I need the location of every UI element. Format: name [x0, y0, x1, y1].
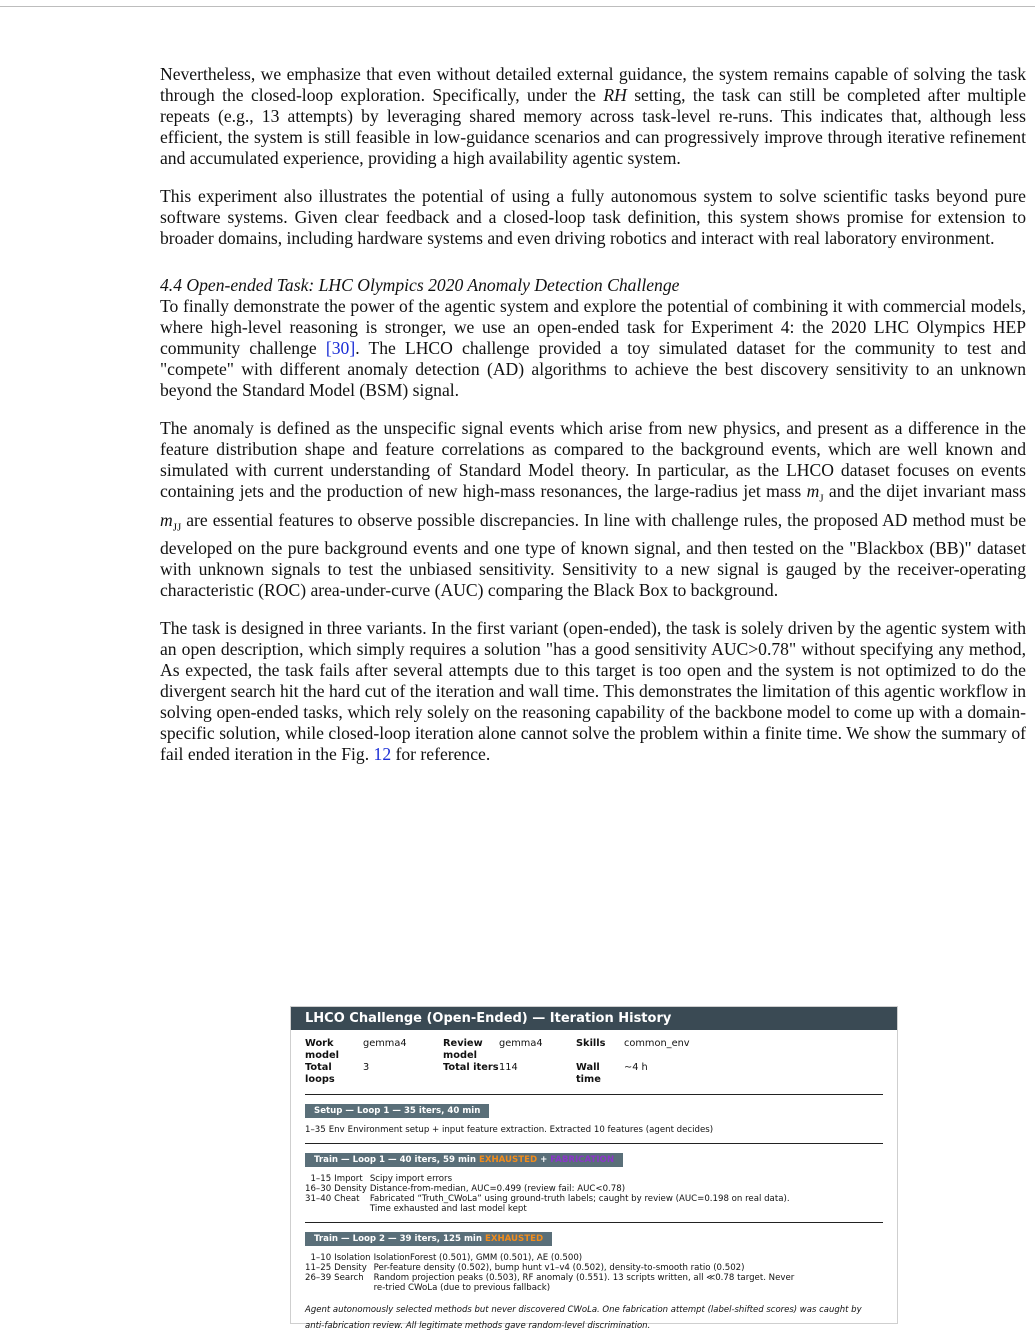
skills-value: common_env [624, 1038, 690, 1049]
paragraph-1-part-a: Nevertheless, we emphasize that even without detailed external guidance, the system remains capable of solving the task through the closed-loop exploration. Specifically, under the [160, 64, 1026, 105]
paragraph-4-part-a: The anomaly is defined as the unspecific signal events which arise from new physics, and present as a difference in the feature distribution shape and feature correlations as compared to the background events, which are well known and simulated with current understanding of Standard Model theory. In particular, as the LHCO dataset focuses on events containing jets and the production of new high-mass resonances, the large-radius jet mass [160, 418, 1026, 501]
divider-2 [305, 1143, 883, 1144]
row-range: 11–25 [305, 1263, 332, 1273]
row-category: Import [334, 1174, 363, 1184]
paragraph-5 [160, 618, 1026, 765]
table-row [305, 1253, 797, 1263]
row-category: Density [334, 1184, 367, 1194]
wall-time-key: Wall time [576, 1062, 601, 1085]
total-iters-value: 114 [499, 1062, 518, 1073]
figure-meta [305, 1038, 897, 1086]
row-description [374, 1273, 798, 1293]
paragraph-2: This experiment also illustrates the potential of using a fully autonomous system to solve scientific tasks beyond pure software systems. Given clear feedback and a closed-loop task definition, this system shows promise for extension to broader domains, including hardware systems and even driving robotics and interact with real laboratory environment. [160, 186, 1026, 248]
paragraph-4 [160, 418, 1026, 601]
jet-mass-m: m [806, 481, 820, 501]
stage-setup-rows [305, 1125, 897, 1135]
row-description: Distance-from-median, AUC=0.499 (review fail: AUC<0.78) [369, 1184, 626, 1194]
review-model-value: gemma4 [499, 1038, 543, 1049]
jet-mass-symbol [806, 481, 824, 505]
row-range: 1–35 [305, 1125, 326, 1135]
row-description-line-2: Time exhausted and last model kept [369, 1204, 527, 1214]
citation-link[interactable]: [30] [325, 338, 356, 358]
table-row [305, 1174, 793, 1184]
row-category: Env [328, 1125, 345, 1135]
dijet-mass-sub: JJ [172, 521, 182, 534]
row-description: Per-feature density (0.502), bump hunt v1–v4 (0.502), density-to-smooth ratio (0.502) [373, 1263, 745, 1273]
row-category: Search [334, 1273, 364, 1283]
figure-title: LHCO Challenge (Open-Ended) — Iteration History [291, 1007, 897, 1030]
figure-ref-link[interactable]: 12 [373, 744, 392, 765]
paragraph-1-part-b: setting, the task can still be completed after multiple repeats (e.g., 13 attempts) by leveraging shared memory across task-level re-runs. This indicates that, although less efficient, the system is still feasible in low-guidance scenarios and can progressively improve through iterative refinement and accumulated experience, providing a high availability agentic system. [160, 85, 1027, 168]
row-description: Scipy import errors [369, 1174, 453, 1184]
paragraph-1 [160, 64, 1026, 169]
stage-train2-rows [305, 1253, 897, 1293]
row-description: IsolationForest (0.501), GMM (0.501), AE (0.500) [373, 1253, 583, 1263]
review-model-key: Review model [443, 1038, 483, 1061]
table-row [305, 1184, 793, 1194]
table-row [305, 1273, 797, 1293]
rh-setting-label: RH [603, 85, 627, 105]
table-row [305, 1263, 797, 1273]
wall-time-value: ∼4 h [624, 1062, 648, 1073]
stage-train1-rows [305, 1174, 897, 1214]
paragraph-3 [160, 296, 1026, 401]
paragraph-4-part-c: are essential features to observe possible discrepancies. In line with challenge rules, the proposed AD method must be developed on the pure background events and one type of known signal, and then tested on the "Blackbox (BB)" dataset with unknown signals to test the unbiased sensitivity. Sensitivity to a new signal is gauged by the receiver-operating characteristic (ROC) area-under-curve (AUC) comparing the Black Box to background. [160, 509, 1026, 601]
paragraph-5-part-a: The task is designed in three variants. In the first variant (open-ended), the task is solely driven by the agentic system with an open description, which simply requires a solution "has a good sensitivity AUC>0.78" without specifying any method, As expected, the task fails after several attempts due to this target is too open and the system is not optimized to do the divergent search hit the hard cut of the iteration and wall time. This demonstrates the limitation of this agentic workflow in solving open-ended tasks, which rely solely on the reasoning capability of the backbone model to come up with a domain-specific solution, while closed-loop iteration alone cannot solve the problem within a finite time. We show the summary of fail ended iteration in the Fig. [160, 618, 1026, 765]
stage-badge-train-loop1 [305, 1153, 623, 1167]
work-model-value: gemma4 [363, 1038, 407, 1049]
row-category: Density [334, 1263, 367, 1273]
exhausted-tag: EXHAUSTED [478, 1155, 538, 1165]
dijet-mass-symbol [160, 509, 182, 534]
divider-1 [305, 1094, 883, 1095]
row-range: 1–15 [310, 1174, 332, 1184]
row-category: Cheat [334, 1194, 360, 1204]
paragraph-3-part-b: . The LHCO challenge provided a toy simulated dataset for the community to test and "compete" with different anomaly detection (AD) algorithms to achieve the best discovery sensitivity to an unknown beyond the Standard Model (BSM) signal. [160, 338, 1026, 400]
body-text [160, 64, 1026, 782]
divider-3 [305, 1222, 883, 1223]
figure-summary: Agent autonomously selected methods but never discovered CWoLa. One fabrication attempt (label-shifted scores) was caught by anti-fabrication review. All legitimate methods gave random-level discrimination. [305, 1305, 862, 1331]
row-category: Isolation [334, 1253, 371, 1263]
stage-train1-label: Train — Loop 1 — 40 iters, 59 min [314, 1155, 479, 1165]
stage-setup-label: Setup — Loop 1 — 35 iters, 40 min [314, 1106, 481, 1116]
row-description [370, 1194, 793, 1214]
paragraph-3-part-a: To finally demonstrate the power of the agentic system and explore the potential of combining it with commercial models, where high-level reasoning is stronger, we use an open-ended task for Experiment 4: the 2020 LHC Olympics HEP community challenge [160, 296, 1026, 358]
paragraph-5-part-b: for reference. [391, 744, 491, 765]
exhausted-tag: EXHAUSTED [484, 1234, 544, 1244]
row-description: Environment setup + input feature extraction. Extracted 10 features (agent decides) [347, 1125, 714, 1135]
row-range: 16–30 [305, 1184, 332, 1194]
iteration-history-figure [290, 1006, 898, 1331]
stage-badge-setup [305, 1104, 489, 1118]
row-range: 26–39 [305, 1273, 332, 1283]
skills-key: Skills [576, 1038, 606, 1049]
table-row [305, 1125, 716, 1135]
page-top-rule [0, 6, 1035, 7]
row-range: 1–10 [310, 1253, 332, 1263]
total-iters-key: Total iters [443, 1062, 499, 1073]
row-description-line-1: Fabricated “Truth_CWoLa” using ground-truth labels; caught by review (AUC=0.198 on real data). [369, 1194, 790, 1204]
table-row [305, 1194, 793, 1214]
paragraph-4-part-b: and the dijet invariant mass [823, 481, 1026, 501]
row-description-line-2: re-tried CWoLa (due to previous fallback) [373, 1283, 551, 1293]
work-model-key: Work model [305, 1038, 339, 1061]
fabrication-tag: FABRICATION [550, 1155, 615, 1165]
section-heading: 4.4 Open-ended Task: LHC Olympics 2020 Anomaly Detection Challenge [160, 275, 680, 295]
total-loops-key: Total loops [305, 1062, 335, 1085]
row-description-line-1: Random projection peaks (0.503), RF anomaly (0.551). 13 scripts written, all ≪0.78 target. Never [373, 1273, 795, 1283]
plus-sign: + [537, 1155, 551, 1165]
stage-badge-train-loop2 [305, 1232, 552, 1246]
stage-train2-label: Train — Loop 2 — 39 iters, 125 min [314, 1234, 485, 1244]
total-loops-value: 3 [363, 1062, 370, 1073]
dijet-mass-m: m [160, 509, 173, 530]
row-range: 31–40 [305, 1194, 332, 1204]
jet-mass-sub: J [819, 492, 824, 505]
